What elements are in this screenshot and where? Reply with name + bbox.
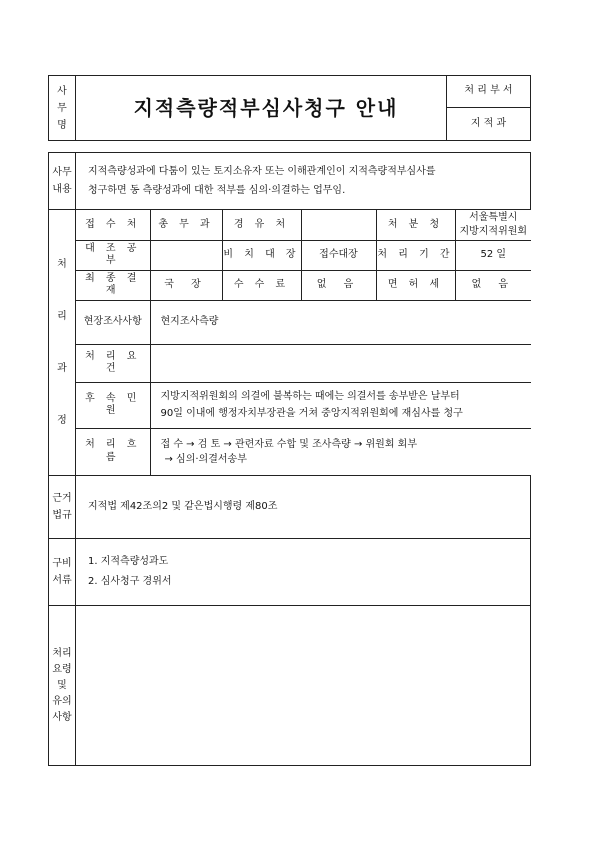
via-label: 경 유 처 xyxy=(222,210,301,240)
fee-label: 수 수 료 xyxy=(222,270,301,300)
followup-text xyxy=(150,382,531,428)
basis-label xyxy=(49,476,76,539)
dispatch-label: 처 분 청 xyxy=(376,210,455,240)
register-label: 대 조 공 부 xyxy=(76,240,150,270)
license-tax-label: 면 허 세 xyxy=(376,270,455,300)
notes-label-line: 유의 xyxy=(52,695,72,707)
duty-text xyxy=(76,153,531,210)
ledger-value: 접수대장 xyxy=(301,240,376,270)
notes-label-line: 사항 xyxy=(52,711,72,723)
final-approval-value: 국 장 xyxy=(150,270,222,300)
process-grid xyxy=(76,210,531,475)
dispatch-value-line: 지방지적위원회 xyxy=(459,225,528,237)
dispatch-value xyxy=(455,210,531,240)
dept-value: 지 적 과 xyxy=(447,108,531,141)
ledger-label: 비 치 대 장 xyxy=(222,240,301,270)
basis-text: 지적법 제42조의2 및 같은법시행령 제80조 xyxy=(76,476,531,539)
duty-text-line: 청구하면 동 측량성과에 대한 적부를 심의·의결하는 업무임. xyxy=(88,185,346,196)
notes-label xyxy=(49,606,76,766)
period-value: 52 일 xyxy=(455,240,531,270)
final-approval-label: 최 종 결 재 xyxy=(76,270,150,300)
duty-label xyxy=(49,153,76,210)
flow-text-line: → 심의·의결서송부 xyxy=(164,453,247,465)
dispatch-value-line: 서울특별시 xyxy=(469,212,518,224)
process-side-label xyxy=(49,210,76,476)
notes-text xyxy=(76,606,531,766)
header-side-label xyxy=(49,76,76,141)
dept-label: 처 리 부 서 xyxy=(447,76,531,108)
receipt-label: 접 수 처 xyxy=(76,210,150,240)
receipt-value: 총 무 과 xyxy=(150,210,222,240)
flow-text-line: 접 수 → 검 토 → 관련자료 수합 및 조사측량 → 위원회 회부 xyxy=(160,438,417,450)
document-title: 지적측량적부심사청구 안내 xyxy=(76,76,447,141)
license-tax-value: 없 음 xyxy=(455,270,531,300)
onsite-value: 현지조사측량 xyxy=(150,300,531,344)
flow-text xyxy=(150,428,531,475)
document-item: 2. 심사청구 경위서 xyxy=(88,576,172,587)
period-label: 처 리 기 간 xyxy=(376,240,455,270)
notes-label-line: 요령 xyxy=(52,663,72,675)
requirements-value xyxy=(150,344,531,382)
followup-text-line: 지방지적위원회의 의결에 불복하는 때에는 의결서를 송부받은 날부터 xyxy=(160,391,460,402)
process-side-label-char: 정 xyxy=(57,414,67,426)
basis-label-line: 근거 xyxy=(52,493,72,504)
main-table xyxy=(48,152,531,766)
header-side-label-line: 명 xyxy=(57,119,67,131)
documents-label xyxy=(49,539,76,606)
document-item: 1. 지적측량성과도 xyxy=(88,556,169,567)
followup-text-line: 90일 이내에 행정자치부장관을 거쳐 중앙지적위원회에 재심사를 청구 xyxy=(160,408,463,419)
followup-label: 후 속 민 원 xyxy=(76,382,150,428)
onsite-label: 현장조사사항 xyxy=(76,300,150,344)
duty-label-line: 사무 xyxy=(52,167,72,178)
documents-label-line: 구비 xyxy=(52,558,72,569)
register-value xyxy=(150,240,222,270)
flow-label: 처 리 흐 름 xyxy=(76,428,150,475)
notes-label-line: 및 xyxy=(57,679,67,691)
process-side-label-char: 처 xyxy=(57,258,67,270)
requirements-label: 처 리 요 건 xyxy=(76,344,150,382)
header-table xyxy=(48,75,531,141)
header-side-label-line: 무 xyxy=(57,102,67,114)
fee-value: 없 음 xyxy=(301,270,376,300)
process-side-label-char: 과 xyxy=(57,362,67,374)
via-value xyxy=(301,210,376,240)
header-side-label-line: 사 xyxy=(57,85,67,97)
notes-label-line: 처리 xyxy=(52,647,72,659)
duty-label-line: 내용 xyxy=(52,184,72,195)
duty-text-line: 지적측량성과에 다툼이 있는 토지소유자 또는 이해관계인이 지적측량적부심사를 xyxy=(88,166,436,177)
process-side-label-char: 리 xyxy=(57,310,67,322)
documents-list xyxy=(76,539,531,606)
documents-label-line: 서류 xyxy=(52,575,72,586)
basis-label-line: 법규 xyxy=(52,510,72,521)
